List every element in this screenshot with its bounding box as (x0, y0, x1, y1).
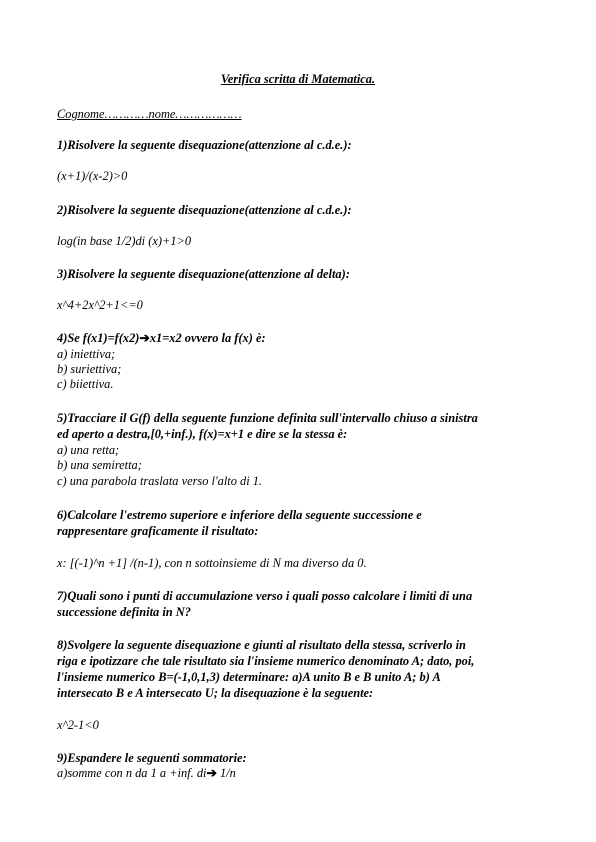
question-8-heading-line-2: riga e ipotizzare che tale risultato sia l'insieme numerico denominato A; dato, poi, (57, 654, 475, 668)
question-5-option-a: a) una retta; (57, 443, 120, 457)
question-1-expression: (x+1)/(x-2)>0 (57, 169, 128, 183)
question-9-line-a (57, 766, 236, 780)
question-4-option-b: b) suriettiva; (57, 362, 122, 376)
question-3-expression: x^4+2x^2+1<=0 (57, 298, 143, 312)
question-1-heading: 1)Risolvere la seguente disequazione(attenzione al c.d.e.): (57, 138, 352, 152)
question-8-heading-line-3: l'insieme numerico B=(-1,0,1,3) determinare: a)A unito B e B unito A; b) A (57, 670, 441, 684)
question-4-option-c: c) biiettiva. (57, 377, 114, 391)
question-9-line-a-end: 1/n (216, 766, 236, 780)
question-5-option-c: c) una parabola traslata verso l'alto di 1. (57, 474, 263, 488)
question-6-heading-line-1: 6)Calcolare l'estremo superiore e inferiore della seguente successione e (57, 508, 422, 522)
question-8-expression: x^2-1<0 (57, 718, 99, 732)
name-field-line: Cognome…………nome……………… (57, 107, 242, 121)
question-5-heading-line-1: 5)Tracciare il G(f) della seguente funzione definita sull'intervallo chiuso a sinistra (57, 411, 478, 425)
question-9-line-a-start: a)somme con n da 1 a +inf. di (57, 766, 207, 780)
question-5-option-b: b) una semiretta; (57, 458, 142, 472)
page-title: Verifica scritta di Matematica. (220, 72, 376, 86)
question-2-heading: 2)Risolvere la seguente disequazione(attenzione al c.d.e.): (57, 203, 352, 217)
question-5-heading-line-2: ed aperto a destra,[0,+inf.), f(x)=x+1 e dire se la stessa è: (57, 427, 348, 441)
implies-arrow-icon: ➔ (139, 331, 150, 345)
question-8-heading-line-1: 8)Svolgere la seguente disequazione e giunti al risultato della stessa, scriverlo in (57, 638, 466, 652)
question-7-heading-line-2: successione definita in N? (57, 605, 191, 619)
question-6-expression: x: [(-1)^n +1] /(n-1), con n sottoinsieme di N ma diverso da 0. (57, 556, 367, 570)
question-6-heading-line-2: rappresentare graficamente il risultato: (57, 524, 259, 538)
question-4-option-a: a) iniettiva; (57, 347, 116, 361)
question-4-heading (57, 331, 266, 345)
question-7-heading-line-1: 7)Quali sono i punti di accumulazione verso i quali posso calcolare i limiti di una (57, 589, 473, 603)
question-2-expression: log(in base 1/2)di (x)+1>0 (57, 234, 192, 248)
question-3-heading: 3)Risolvere la seguente disequazione(attenzione al delta): (57, 267, 350, 281)
question-4-heading-end: x1=x2 ovvero la f(x) è: (149, 331, 266, 345)
question-4-heading-start: 4)Se f(x1)=f(x2) (57, 331, 140, 345)
question-9-heading: 9)Espandere le seguenti sommatorie: (57, 751, 247, 765)
question-8-heading-line-4: intersecato B e A intersecato U; la disequazione è la seguente: (57, 686, 374, 700)
implies-arrow-icon: ➔ (206, 766, 217, 780)
